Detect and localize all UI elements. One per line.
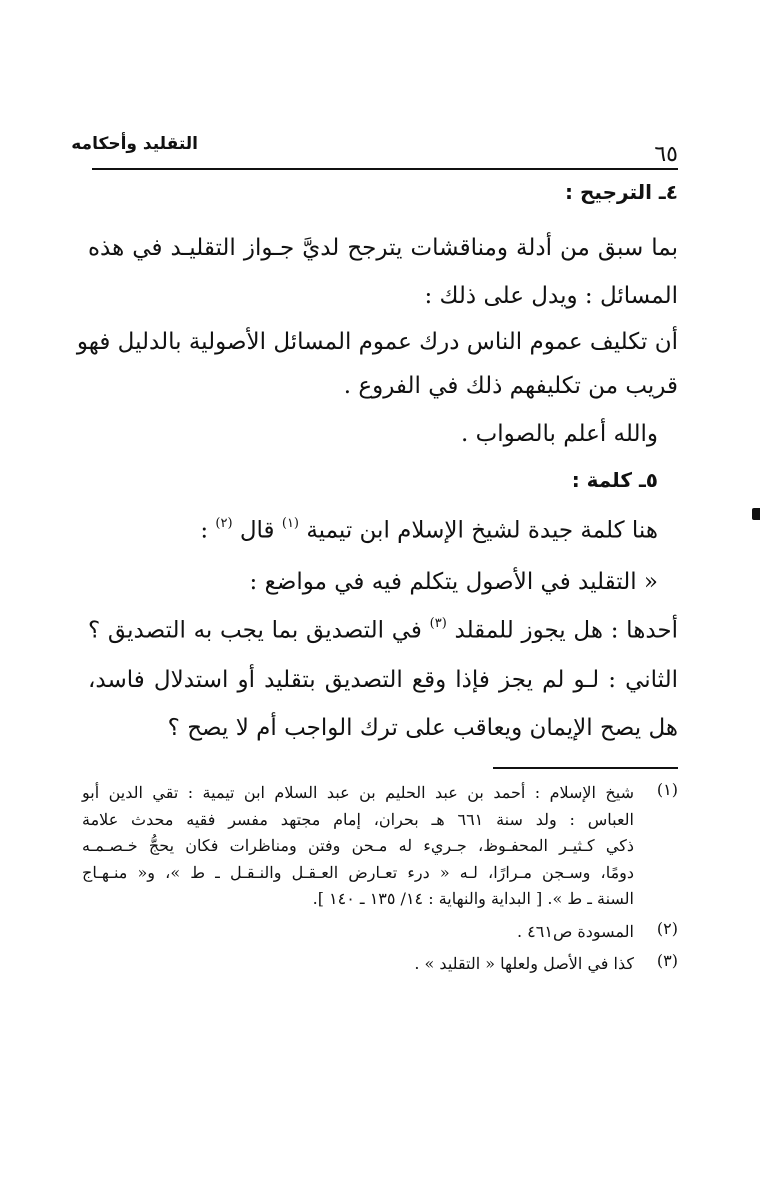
quote-line: هل يصح الإيمان ويعاقب على ترك الواجب أم لا يصح ؟ <box>167 715 678 741</box>
footnote-2 <box>82 919 678 946</box>
page-edge-mark <box>752 508 760 520</box>
line-text: في التصديق بما يجب به التصديق ؟ <box>88 617 422 644</box>
paragraph-line: والله أعلم بالصواب . <box>460 421 658 447</box>
line-text: : <box>200 517 209 544</box>
footnote-ref-1[interactable]: (١) <box>281 516 299 531</box>
footnote-line: دومًا، وسـجن مـرارًا، لـه « درء تعـارض العـقـل والنـقـل ـ ط »، و« منـهـاج <box>82 862 634 882</box>
footnote-line: كذا في الأصل ولعلها « التقليد » . <box>414 954 634 973</box>
section-heading-kalima: ٥ـ كلمة : <box>571 468 658 492</box>
footnote-line: شيخ الإسلام : أحمد بن عبد الحليم بن عبد السلام ابن تيمية : تقي الدين أبو <box>82 783 634 802</box>
running-header <box>71 128 678 168</box>
paragraph-line: أن تكليف عموم الناس درك عموم المسائل الأصولية بالدليل فهو <box>76 329 678 355</box>
paragraph-line: المسائل : ويدل على ذلك : <box>424 283 678 309</box>
footnote-number: (٣) <box>656 951 678 970</box>
paragraph-line: بما سبق من أدلة ومناقشات يترجح لديَّ جـواز التقليـد في هذه <box>88 235 678 261</box>
line-text: أحدها : هل يجوز للمقلد <box>454 617 679 644</box>
footnote-number: (٢) <box>656 918 678 938</box>
quote-line <box>88 616 678 645</box>
footnote-ref-3[interactable]: (٣) <box>429 616 447 631</box>
footnote-separator <box>493 767 678 769</box>
footnote-3 <box>82 951 678 978</box>
line-text: قال <box>239 517 275 544</box>
footnote-1 <box>82 780 678 913</box>
quote-line: « التقليد في الأصول يتكلم فيه في مواضع : <box>249 569 658 595</box>
footnote-number: (١) <box>656 780 678 799</box>
footnote-line: ذكي كـثيـر المحفـوظ، جـريء له مـحن وفتن ومناظرات فكان يحجُّ خـصـمـه <box>82 836 634 855</box>
running-title: التقليد وأحكامه <box>71 134 198 154</box>
footnote-line: السنة ـ ط ». [ البداية والنهاية : ١٤/ ١٣٥ ـ ١٤٠ ]. <box>312 889 634 908</box>
section-heading-tarjih: ٤ـ الترجيح : <box>565 180 678 204</box>
footnote-line: المسودة ص٤٦١ . <box>517 921 634 941</box>
footnotes <box>82 780 678 984</box>
paragraph-line <box>200 516 658 545</box>
paragraph-line: قريب من تكليفهم ذلك في الفروع . <box>343 373 678 399</box>
quote-line: الثاني : لـو لم يجز فإذا وقع التصديق بتقليد أو استدلال فاسد، <box>88 667 678 693</box>
footnote-ref-2[interactable]: (٢) <box>215 516 233 531</box>
header-rule <box>92 168 678 170</box>
line-text: هنا كلمة جيدة لشيخ الإسلام ابن تيمية <box>306 517 658 544</box>
footnote-line: العباس : ولد سنة ٦٦١ هـ بحران، إمام مجتهد مفسر فقيه محدث علامة <box>82 809 635 829</box>
page-number: ٦٥ <box>654 142 678 167</box>
